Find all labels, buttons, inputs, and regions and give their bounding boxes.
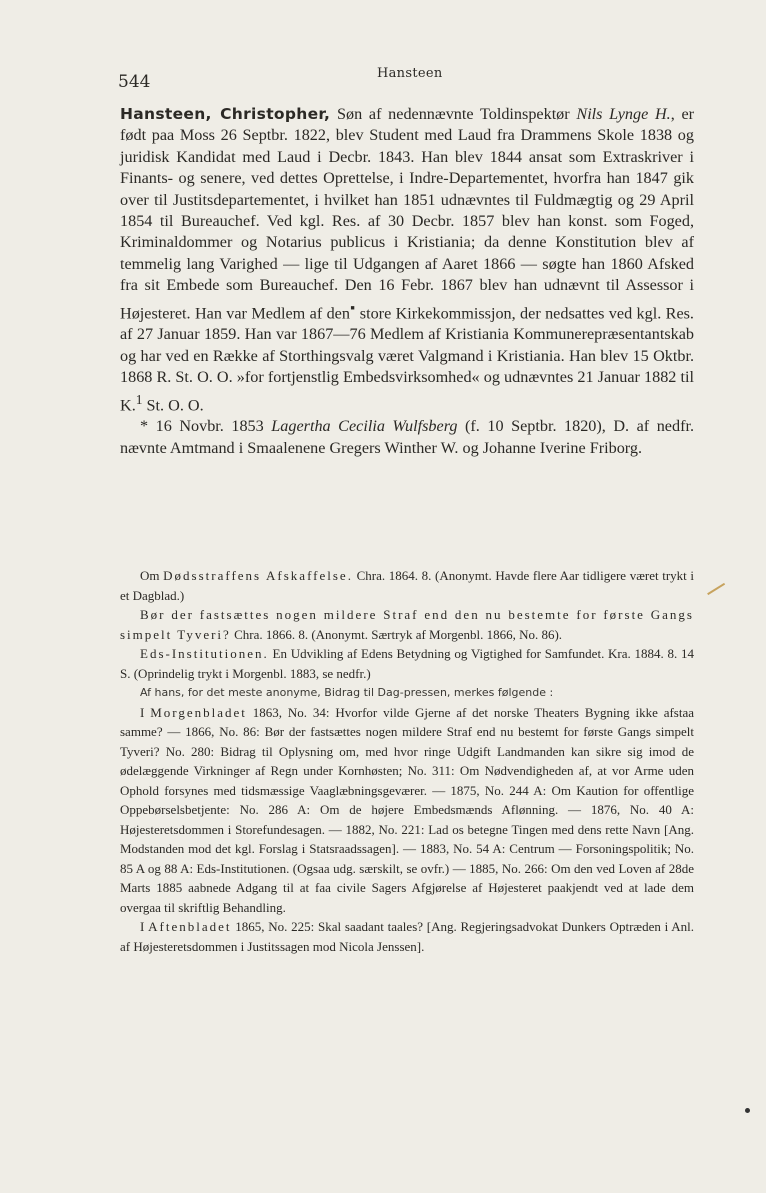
bio-text: store Kirkekommissjon, der nedsattes ved kgl. Res. af 27 Januar 1859. Han var 1867—76 Medlem af Kristiania Kommunerepræsentantskab og har ved en Række af Storthingsvalg været Valgmand i Kristiania. Han blev 15 Oktbr. 1868 R. St. O. O. »for fortjenstlig Embedsvirksomhed« og udnævntes 21 Januar 1882 til K. [120, 304, 694, 415]
bib-title: Dødsstraffens Afskaffelse. [163, 568, 353, 583]
bib-text: I [140, 704, 145, 720]
father-name: Nils Lynge H. [576, 105, 671, 123]
bib-title: Bør der fastsættes nogen mildere Straf end den nu bestemte for første Gangs simpelt Tyveri? [120, 607, 694, 642]
spouse-name: Lagertha Cecilia Wulfsberg [271, 417, 458, 436]
biography-entry [120, 104, 694, 459]
bib-text: 1865, No. 225: Skal saadant taales? [Ang. Regjeringsadvokat Dunkers Optræden i Anl. af Højesteretsdommen i Justitssagen mod Nicola Jenssen]. [120, 919, 695, 954]
entry-headword: Hansteen, Christopher, [120, 105, 331, 123]
bibliography [120, 566, 694, 956]
bib-item [120, 917, 694, 956]
bib-item [120, 566, 694, 605]
bib-text: 1863, No. 34: Hvorfor vilde Gjerne af det norske Theaters Bygning ikke afstaa samme? — 1866, No. 86: Bør der fastsættes nogen mildere Straf end nu bestemt for første Gangs simpelt Tyveri? No. 280: Bidrag til Oplysning om, med hvor ringe Udgift Landmanden kan sikre sig imod de ødelæggende Virkninger af Regn under Kornhøsten; No. 311: Om Nødvendigheden af, at vor Arme uden Ophold forsynes med tidsmæssige Vaaglæbningsgeværer. — 1875, No. 244 A: Om Kaution for offentlige Oppebørselsbetjente: No. 286 A: Om de højere Embedsmænds Aflønning. — 1876, No. 40 A: Højesteretsdommen i Storefundesagen. — 1882, No. 221: Lad os betegne Tingen med dens rette Navn [Ang. Modstanden mod det kgl. Forslag i Statsraadssagen]. — 1883, No. 54 A: Centrum — Forsoningspolitik; No. 85 A og 88 A: Eds-Institutionen. (Ogsaa udg. særskilt, se ovfr.) — 1885, No. 266: Om den ved Loven af 28de Marts 1885 aabnede Adgang til at faa civile Sagers Afgjørelse af Højesteret paakjendt ved at lade dem overgaa til skriftlig Behandling. [120, 704, 695, 915]
bib-item [120, 644, 694, 683]
running-head: Hansteen [377, 66, 443, 81]
footnote-mark: 1 [135, 391, 143, 407]
bib-text: Om [140, 568, 160, 583]
page-number: 544 [118, 72, 151, 92]
reference-mark: ▪ [349, 299, 356, 315]
ink-dot [745, 1108, 750, 1113]
marriage-paragraph [120, 416, 694, 459]
marriage-text: (f. 10 Septbr. 1820), D. af nedfr. nævnte Amtmand i Smaalenene Gregers Winther W. og Johanne Iverine Friborg. [120, 417, 695, 457]
pencil-mark [707, 583, 725, 595]
bib-newspaper: Morgenbladet [150, 704, 247, 720]
bib-text: I [140, 919, 145, 934]
bio-text: , er født paa Moss 26 Septbr. 1822, blev Student med Laud fra Drammens Skole 1838 og juridisk Kandidat med Laud i Decbr. 1843. Han blev 1844 ansat som Extraskriver i Finants- og senere, ved dettes Oprettelse, i Indre-Departementet, hvorfra han 1847 gik over til Justitsdepartementet, i hvilket han 1851 udnævntes til Fuldmægtig og 29 April 1854 til Bureauchef. Ved kgl. Res. af 30 Decbr. 1857 blev han konst. som Foged, Kriminaldommer og Notarius publicus i Kristiania; da denne Konstitution blev af temmelig lang Varighed — lige til Udgangen af Aaret 1866 — søgte han 1860 Afsked fra sit Embede som Bureauchef. Den 16 Febr. 1867 blev han udnævnt til Assessor i Højesteret. Han var Medlem af den [120, 105, 695, 323]
bib-item [120, 605, 694, 644]
marriage-date: * 16 Novbr. 1853 [140, 417, 264, 436]
bib-item [120, 703, 694, 918]
bib-text: Chra. 1864. 8. (Anonymt. Havde flere Aar tidligere været trykt i et Dagblad.) [120, 568, 695, 603]
bib-text: En Udvikling af Edens Betydning og Vigtighed for Samfundet. Kra. 1884. 8. 14 S. (Oprindelig trykt i Morgenbl. 1883, se nedfr.) [120, 646, 694, 681]
bib-note: Af hans, for det meste anonyme, Bidrag til Dag-pressen, merkes følgende : [140, 686, 554, 699]
bib-newspaper: Aftenbladet [148, 919, 232, 934]
bio-text: St. O. O. [146, 396, 204, 415]
bib-text: Chra. 1866. 8. (Anonymt. Særtryk af Morgenbl. 1866, No. 86). [234, 626, 563, 642]
bio-text: Søn af nedennævnte Toldinspektør [336, 105, 570, 123]
bib-title: Eds-Institutionen. [140, 646, 269, 661]
biography-paragraph [120, 104, 694, 416]
